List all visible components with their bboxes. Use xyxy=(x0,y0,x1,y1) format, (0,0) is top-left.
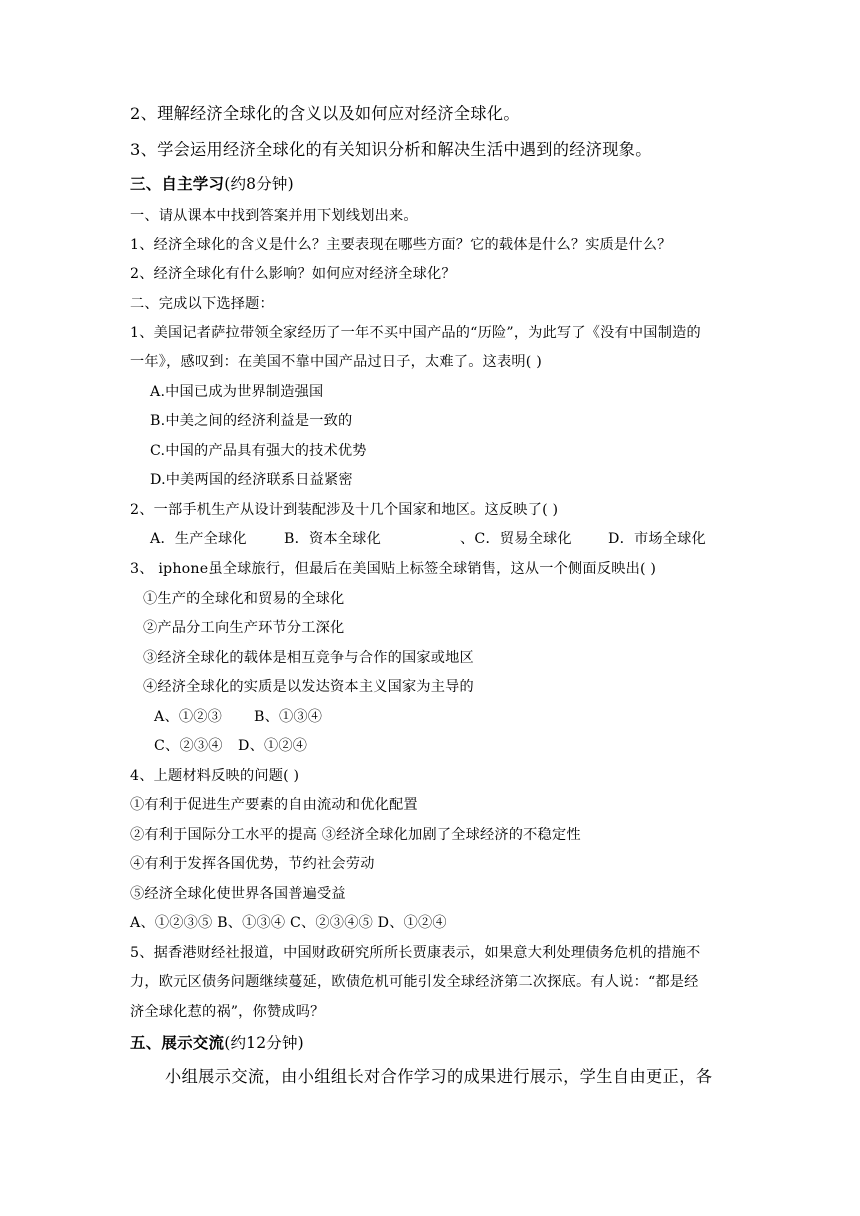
mc3-statement-4: ④经济全球化的实质是以发达资本主义国家为主导的 xyxy=(143,679,474,695)
mc2-option-d: D．市场全球化 xyxy=(608,531,706,547)
mc4-statement-5: ⑤经济全球化使世界各国普遍受益 xyxy=(130,886,346,902)
mc1-option-b: B.中美之间的经济利益是一致的 xyxy=(150,413,353,429)
mc3-option-b: B、①③④ xyxy=(254,709,323,725)
question-5-line-1: 5、据香港财经社报道，中国财政研究所所长贾康表示，如果意大利处理债务危机的措施不 xyxy=(130,945,701,961)
mc1-option-a: A.中国已成为世界制造强国 xyxy=(150,384,324,400)
section-5-title: 五、展示交流 xyxy=(130,1033,225,1052)
mc1-stem-line-1: 1、美国记者萨拉带领全家经历了一年不买中国产品的“历险”，为此写了《没有中国制造的 xyxy=(130,325,701,341)
section-5-time: (约12分钟) xyxy=(224,1034,304,1052)
section-5-body: 小组展示交流，由小组组长对合作学习的成果进行展示，学生自由更正，各 xyxy=(165,1067,713,1086)
mc3-options-row-2 xyxy=(154,736,307,756)
mc4-statement-1: ①有利于促进生产要素的自由流动和优化配置 xyxy=(130,797,418,813)
mc4-statement-2-3: ②有利于国际分工水平的提高 ③经济全球化加剧了全球经济的不稳定性 xyxy=(130,827,581,843)
section-5-heading xyxy=(130,1033,304,1053)
section-3-time: (约8分钟) xyxy=(224,175,294,193)
section-3-heading xyxy=(130,174,294,194)
part-1-question-2: 2、经济全球化有什么影响？如何应对经济全球化？ xyxy=(130,266,456,282)
objective-2: 2、理解经济全球化的含义以及如何应对经济全球化。 xyxy=(130,104,520,123)
part-2-heading: 二、完成以下选择题： xyxy=(130,296,274,312)
mc3-option-d: D、①②④ xyxy=(238,738,308,754)
mc3-option-c: C、②③④ xyxy=(154,738,223,754)
mc3-statement-2: ②产品分工向生产环节分工深化 xyxy=(143,620,345,636)
mc4-stem: 4、上题材料反映的问题( ) xyxy=(130,768,300,784)
mc3-option-a: A、①②③ xyxy=(154,709,222,725)
question-5-line-2: 力，欧元区债务问题继续蔓延，欧债危机可能引发全球经济第二次探底。有人说：“都是经 xyxy=(130,974,699,990)
mc3-statement-3: ③经济全球化的载体是相互竞争与合作的国家或地区 xyxy=(143,650,474,666)
mc3-stem: 3、 iphone虽全球旅行，但最后在美国贴上标签全球销售，这从一个侧面反映出( ) xyxy=(130,561,657,577)
mc2-stem: 2、一部手机生产从设计到装配涉及十几个国家和地区。这反映了( ) xyxy=(130,502,559,518)
question-5-line-3: 济全球化惹的祸”，你赞成吗？ xyxy=(130,1004,325,1020)
mc2-option-c: 、C．贸易全球化 xyxy=(460,531,572,547)
mc1-option-c: C.中国的产品具有强大的技术优势 xyxy=(150,443,367,459)
objective-3: 3、学会运用经济全球化的有关知识分析和解决生活中遇到的经济现象。 xyxy=(130,140,652,159)
part-1-heading: 一、请从课本中找到答案并用下划线划出来。 xyxy=(130,208,418,224)
mc1-stem-line-2: 一年》，感叹到：在美国不靠中国产品过日子，太难了。这表明( ) xyxy=(130,354,542,370)
section-3-title: 三、自主学习 xyxy=(130,174,225,193)
mc3-options-row-1 xyxy=(154,707,322,727)
mc4-statement-4: ④有利于发挥各国优势，节约社会劳动 xyxy=(130,856,375,872)
mc2-option-b: B．资本全球化 xyxy=(284,531,381,547)
mc2-options xyxy=(150,529,706,549)
mc2-option-a: A．生产全球化 xyxy=(150,531,247,547)
mc1-option-d: D.中美两国的经济联系日益紧密 xyxy=(150,472,353,488)
part-1-question-1: 1、经济全球化的含义是什么？主要表现在哪些方面？它的载体是什么？实质是什么？ xyxy=(130,237,672,253)
mc3-statement-1: ①生产的全球化和贸易的全球化 xyxy=(143,591,345,607)
mc4-options: A、①②③⑤ B、①③④ C、②③④⑤ D、①②④ xyxy=(130,915,447,931)
